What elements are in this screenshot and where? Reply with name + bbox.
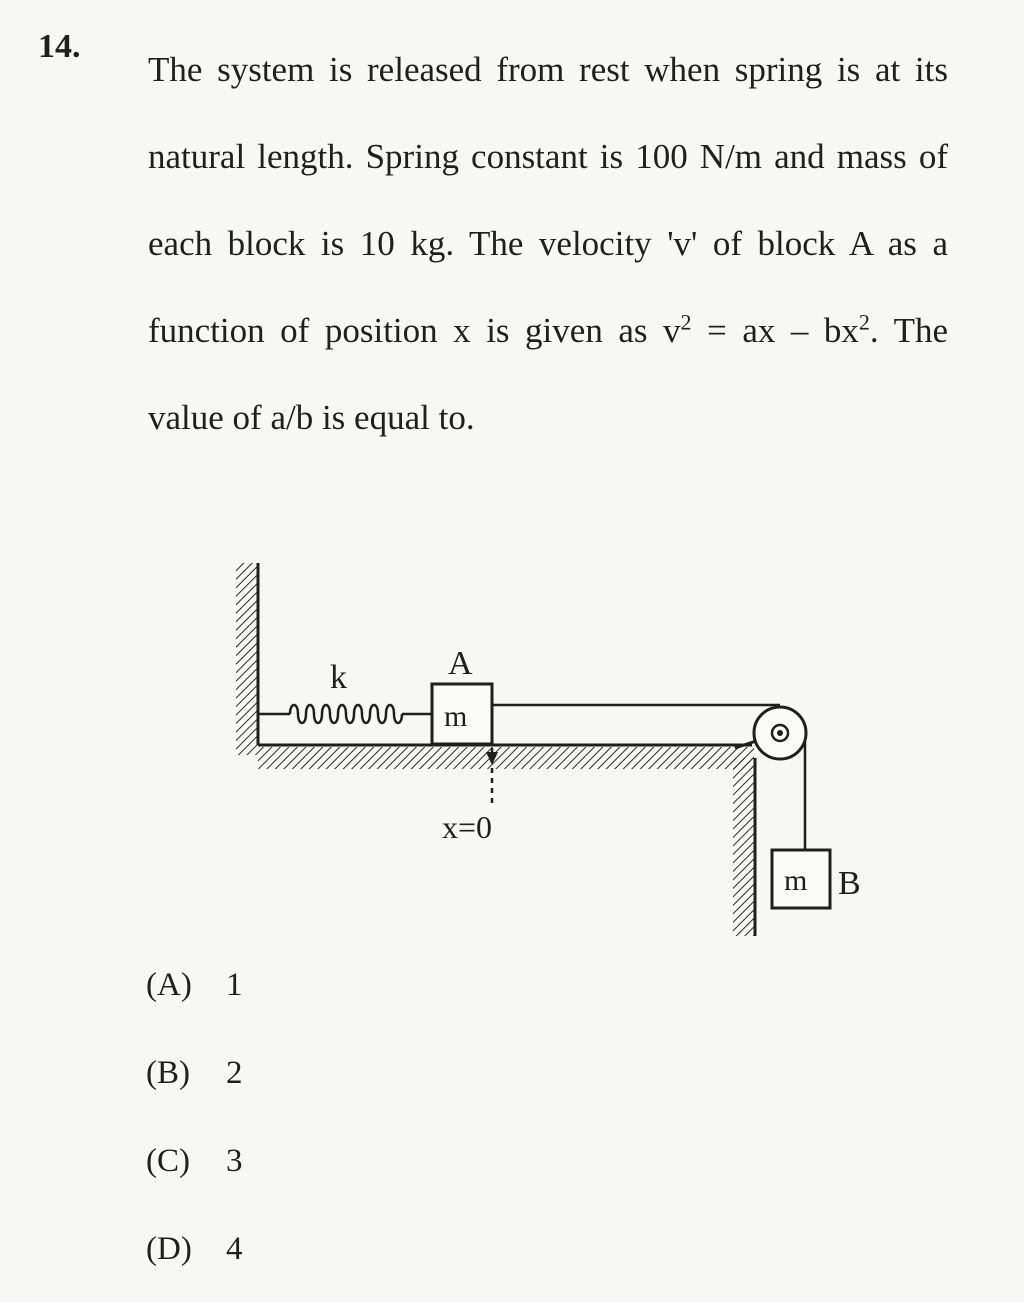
superscript-exponent-2: 2 xyxy=(858,309,870,335)
question-text-part3: . The value of a/b is equal to. xyxy=(148,311,948,437)
option-b[interactable] xyxy=(146,1038,243,1126)
block-a-label: A xyxy=(448,645,473,682)
option-b-label: (B) xyxy=(146,1055,190,1091)
left-wall xyxy=(236,563,258,755)
option-a-label: (A) xyxy=(146,967,192,1003)
block-a-mass-label: m xyxy=(444,700,468,733)
option-c[interactable] xyxy=(146,1126,243,1214)
question-text-part1: The system is released from rest when spring is at its natural length. Spring constant is 100 N/m and mass of each block is 10 kg. The velocity 'v' of block A as a function of position x is given as v xyxy=(148,50,948,350)
option-a-value: 1 xyxy=(226,967,243,1003)
option-b-value: 2 xyxy=(226,1055,243,1091)
option-d-label: (D) xyxy=(146,1231,192,1267)
option-c-value: 3 xyxy=(226,1143,243,1179)
table-surface xyxy=(258,745,754,769)
question-number: 14. xyxy=(38,28,81,65)
option-d[interactable] xyxy=(146,1214,243,1302)
option-a[interactable] xyxy=(146,950,243,1038)
origin-label: x=0 xyxy=(442,809,493,845)
question-text-part2: = ax – bx xyxy=(691,311,859,350)
block-b-mass-label: m xyxy=(784,864,808,897)
spring xyxy=(258,705,432,723)
answer-options xyxy=(146,950,243,1302)
spring-label: k xyxy=(330,659,347,696)
option-d-value: 4 xyxy=(226,1231,243,1267)
option-c-label: (C) xyxy=(146,1143,190,1179)
superscript-exponent-1: 2 xyxy=(680,309,692,335)
right-wall xyxy=(733,758,755,936)
block-b-label: B xyxy=(838,865,861,902)
